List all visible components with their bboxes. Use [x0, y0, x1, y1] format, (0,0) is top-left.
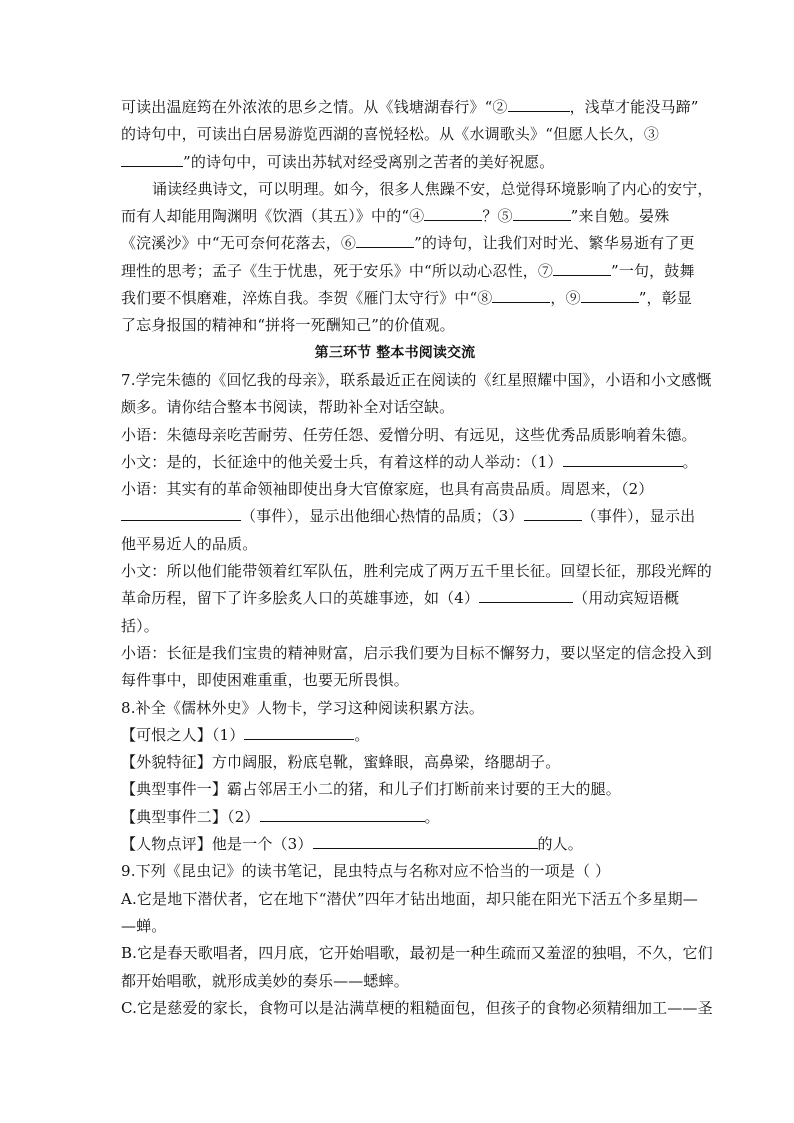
paragraph-start: [121, 176, 713, 203]
text-span: 【典型事件一】霸占邻居王小二的猪，和儿子们打断前来讨要的王大的腿。: [121, 780, 621, 799]
text-span: 小文：是的，长征途中的他关爱士兵，有着这样的动人举动：（1）: [121, 452, 563, 471]
fill-blank[interactable]: [121, 151, 183, 167]
text-line: [121, 230, 695, 257]
fill-blank[interactable]: [313, 833, 538, 849]
text-span: （用动宾短语概: [573, 589, 680, 608]
option-a: [121, 886, 698, 913]
text-line: [121, 258, 695, 285]
dialogue-line: [121, 476, 669, 503]
text-span: 9.下列《昆虫记》的读书笔记，昆虫特点与名称对应不恰当的一项是（ ）: [121, 862, 611, 881]
text-span: 。: [354, 725, 370, 744]
text-span: —蝉。: [121, 916, 167, 935]
text-line: [121, 94, 699, 121]
dialogue-line: [121, 640, 712, 667]
text-span: ”的诗句，让我们对时光、繁华易逝有了更: [414, 234, 695, 253]
text-span: 可读出温庭筠在外浓浓的思乡之情。从《钱塘湖春行》“②: [121, 98, 508, 116]
text-span: A.它是地下潜伏者，它在地下“潜伏”四年才钻出地面，却只能在阳光下活五个多星期—: [121, 889, 698, 908]
text-span: 都开始唱歌，就形成美妙的奏乐——蟋蟀。: [121, 971, 409, 990]
text-span: 颇多。请你结合整本书阅读，帮助补全对话空缺。: [121, 398, 455, 417]
text-span: C.它是慈爱的家长，食物可以是沾满草梗的粗糙面包，但孩子的食物必须精细加工——圣: [121, 998, 713, 1017]
text-span: ”的诗句中，可读出苏轼对经受离别之苦者的美好祝愿。: [183, 152, 555, 171]
text-span: 。: [682, 452, 698, 471]
text-span: 革命历程，留下了许多脍炙人口的英雄事迹，如（4）: [121, 589, 480, 608]
fill-blank[interactable]: [479, 587, 573, 603]
text-line: [121, 503, 696, 530]
text-span: 而有人却能用陶渊明《饮酒（其五）》中的“④: [121, 207, 425, 226]
text-span: ，浅草才能没马蹄”: [569, 98, 699, 116]
dialogue-line: [121, 449, 698, 476]
fill-blank[interactable]: [492, 287, 550, 303]
text-span: 《浣溪沙》中“无可奈何花落去，⑥: [121, 234, 357, 253]
text-span: 8.补全《儒林外史》人物卡，学习这种阅读积累方法。: [121, 698, 485, 717]
text-span: ？⑤: [482, 207, 513, 226]
document-body: [121, 94, 713, 1022]
text-line: [121, 613, 669, 640]
text-line: [121, 531, 669, 558]
text-span: 了忘身报国的精神和“拼将一死酬知己”的价值观。: [121, 316, 455, 335]
text-span: 诵读经典诗文，可以明理。如今，很多人焦躁不安，总觉得环境影响了内心的安宁，: [152, 179, 713, 198]
text-line: [121, 913, 669, 940]
text-line: [121, 968, 669, 995]
text-span: ，⑨: [550, 289, 581, 308]
text-span: 每件事中，即使困难重重，也要无所畏惧。: [121, 671, 409, 690]
section-title: 第三环节 整本书阅读交流: [314, 344, 476, 361]
card-line: [121, 804, 669, 831]
fill-blank[interactable]: [121, 505, 241, 521]
text-span: 。: [424, 807, 440, 826]
question-8: [121, 695, 669, 722]
text-line: [121, 667, 669, 694]
question-9: [121, 858, 669, 885]
text-span: 他平易近人的品质。: [121, 534, 258, 553]
text-span: 理性的思考；孟子《生于忧患，死于安乐》中“所以动心忍性，⑦: [121, 261, 554, 280]
dialogue-line: [121, 422, 697, 449]
text-span: 括）。: [121, 616, 159, 635]
text-span: 【外貌特征】方巾阔服，粉底皂靴，蜜蜂眼，高鼻梁，络腮胡子。: [121, 753, 561, 772]
text-span: 小文：所以他们能带领着红军队伍，胜利完成了两万五千里长征。回望长征，那段光辉的: [121, 562, 712, 581]
text-span: 【典型事件二】（2）: [121, 807, 260, 826]
fill-blank[interactable]: [513, 205, 571, 221]
card-line: [121, 831, 669, 858]
text-line: [121, 312, 669, 339]
text-span: 【人物点评】他是一个（3）: [121, 835, 313, 854]
text-span: 的人。: [537, 835, 583, 854]
dialogue-line: [121, 558, 712, 585]
text-span: 小语：长征是我们宝贵的精神财富，启示我们要为目标不懈努力，要以坚定的信念投入到: [121, 643, 712, 662]
text-span: 的诗句中，可读出白居易游览西湖的喜悦轻松。从《水调歌头》“但愿人长久，③: [121, 125, 660, 144]
option-b: [121, 940, 713, 967]
card-line: [121, 722, 669, 749]
text-span: （事件），显示出: [581, 507, 696, 526]
card-line: [121, 776, 669, 803]
fill-blank[interactable]: [524, 505, 582, 521]
text-span: 小语：其实有的革命领袖即使出身大官僚家庭，也具有高贵品质。周恩来，（2）: [121, 480, 654, 499]
option-c: [121, 995, 713, 1022]
text-line: [121, 285, 693, 312]
text-span: ”一句，鼓舞: [611, 261, 695, 280]
text-line: [121, 121, 669, 148]
card-line: [121, 749, 669, 776]
text-span: B.它是春天歌唱者，四月底，它开始唱歌，最初是一种生疏而又羞涩的独唱，不久，它们: [121, 944, 713, 963]
text-line: [121, 394, 669, 421]
fill-blank[interactable]: [244, 724, 354, 740]
text-span: 我们要不惧磨难，淬炼自我。李贺《雁门太守行》中“⑧: [121, 289, 493, 308]
text-span: ”，彰显: [638, 289, 693, 308]
fill-blank[interactable]: [508, 96, 570, 112]
text-span: ”来自勉。晏殊: [570, 207, 670, 226]
fill-blank[interactable]: [356, 232, 414, 248]
fill-blank[interactable]: [553, 260, 611, 276]
text-span: （事件），显示出他细心热情的品质；（3）: [241, 507, 524, 526]
fill-blank[interactable]: [581, 287, 639, 303]
text-line: [121, 149, 669, 176]
fill-blank[interactable]: [424, 205, 482, 221]
section-heading: [121, 340, 669, 367]
question-7: [121, 367, 712, 394]
text-span: 7.学完朱德的《回忆我的母亲》，联系最近正在阅读的《红星照耀中国》，小语和小文感慨: [121, 370, 712, 389]
text-line: [121, 203, 669, 230]
fill-blank[interactable]: [260, 806, 425, 822]
text-span: 【可恨之人】（1）: [121, 725, 245, 744]
fill-blank[interactable]: [563, 451, 683, 467]
text-span: 小语：朱德母亲吃苦耐劳、任劳任怨、爱憎分明、有远见，这些优秀品质影响着朱德。: [121, 425, 697, 444]
text-line: [121, 585, 680, 612]
